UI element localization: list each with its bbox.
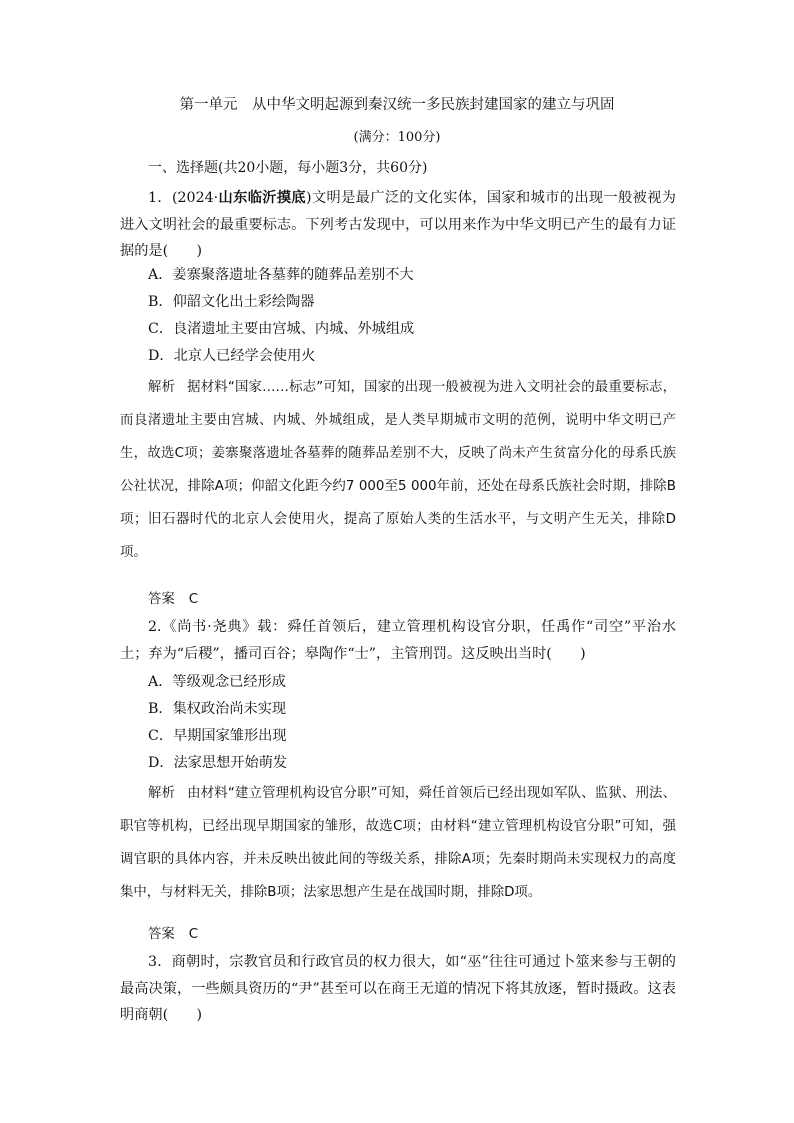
question-2-option-d: D．法家思想开始萌发 <box>148 755 288 771</box>
question-1-option-c: C．良渚遗址主要由宫城、内城、外城组成 <box>148 321 415 337</box>
unit-title: 第一单元 从中华文明起源到秦汉统一多民族封建国家的建立与巩固 <box>179 97 615 113</box>
question-1-stem: 1．(2024·山东临沂摸底)文明是最广泛的文化实体，国家和城市的出现一般被视为进入文明社会的最重要标志。下列考古发现中，可以用来作为中华文明已产生的最有力证据的是( ) <box>120 190 676 259</box>
analysis-label: 解析 <box>148 380 176 395</box>
full-score: (满分：100分) <box>353 130 441 145</box>
question-2-answer: 答案 C <box>148 927 199 942</box>
question-2-option-b: B．集权政治尚未实现 <box>148 701 287 717</box>
section-heading: 一、选择题(共20小题，每小题3分，共60分) <box>148 160 428 176</box>
question-3-stem: 3．商朝时，宗教官员和行政官员的权力很大，如“巫”往往可通过卜筮来参与王朝的最高决策，一些颇具资历的“尹”甚至可以在商王无道的情况下将其放逐，暂时摄政。这表明商朝( ) <box>120 954 676 1023</box>
question-1-source: 山东临沂摸底 <box>218 190 307 206</box>
question-1-answer: 答案 C <box>148 592 199 607</box>
question-1-option-b: B．仰韶文化出土彩绘陶器 <box>148 294 315 310</box>
analysis-label: 解析 <box>148 786 176 801</box>
question-1-option-d: D．北京人已经学会使用火 <box>148 348 316 364</box>
question-2-stem: 2.《尚书·尧典》载：舜任首领后，建立管理机构设官分职，任禹作“司空”平治水土；弃为“后稷”，播司百谷；皋陶作“士”，主管刑罚。这反映出当时( ) <box>120 619 676 662</box>
question-1-analysis: 解析 据材料“国家……标志”可知，国家的出现一般被视为进入文明社会的最重要标志，而良渚遗址主要由宫城、内城、外城组成，是人类早期城市文明的范例，说明中华文明已产生，故选C项；姜寨聚落遗址各墓葬的随葬品差别不大，反映了尚未产生贫富分化的母系氏族公社状况，排除A项；仰韶文化距今约7 000至5 000年前，还处在母系氏族社会时期，排除B项；旧石器时代的北京人会使用火，提高了原始人类的生活水平，与文明产生无关，排除D项。 <box>120 380 677 560</box>
question-2-option-a: A．等级观念已经形成 <box>148 674 286 690</box>
question-2-option-c: C．早期国家雏形出现 <box>148 728 287 744</box>
question-1-option-a: A．姜寨聚落遗址各墓葬的随葬品差别不大 <box>148 267 414 283</box>
question-2-analysis: 解析 由材料“建立管理机构设官分职”可知，舜任首领后已经出现如军队、监狱、刑法、职官等机构，已经出现早期国家的雏形，故选C项；由材料“建立管理机构设官分职”可知，强调官职的具体内容，并未反映出彼此间的等级关系，排除A项；先秦时期尚未实现权力的高度集中，与材料无关，排除B项；法家思想产生是在战国时期，排除D项。 <box>120 786 677 900</box>
